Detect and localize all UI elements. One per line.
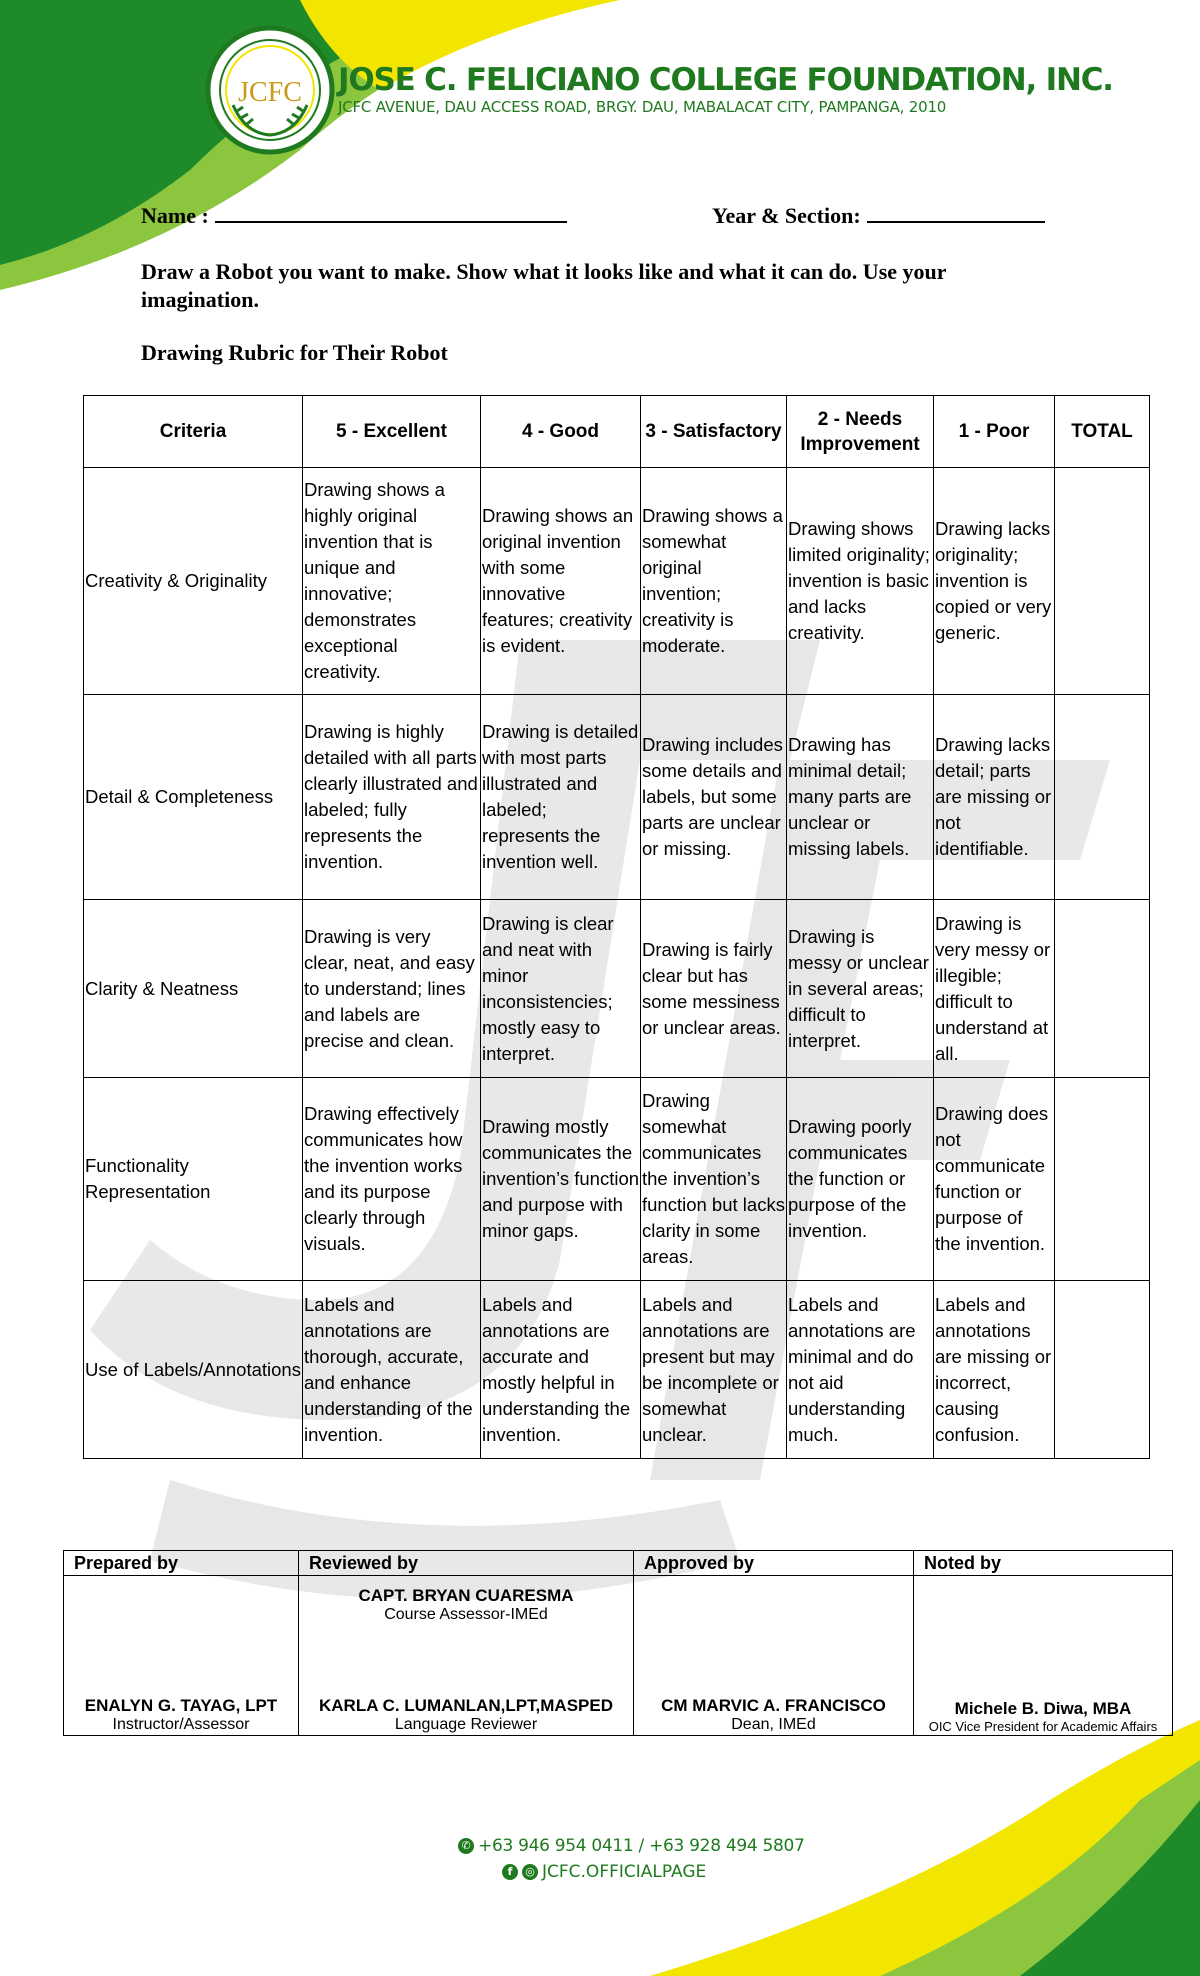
total-cell[interactable] [1055, 1078, 1150, 1281]
noted-by-title: OIC Vice President for Academic Affairs [928, 1719, 1158, 1734]
rubric-row [84, 468, 1150, 695]
good-cell: Drawing is detailed with most parts illustrated and labeled; represents the invention well. [481, 695, 641, 900]
reviewed-by-header: Reviewed by [299, 1551, 634, 1576]
course-assessor-name: CAPT. BRYAN CUARESMA [358, 1586, 574, 1605]
criteria-cell: Creativity & Originality [84, 468, 303, 695]
excellent-cell: Labels and annotations are thorough, accurate, and enhance understanding of the invention. [303, 1281, 481, 1459]
noted-by-header: Noted by [914, 1551, 1173, 1576]
needs-improvement-cell: Drawing poorly communicates the function or purpose of the invention. [787, 1078, 934, 1281]
poor-cell: Drawing is very messy or illegible; difficult to understand at all. [934, 900, 1055, 1078]
reviewed-by-title: Language Reviewer [394, 1716, 538, 1733]
noted-by-cell [914, 1576, 1173, 1736]
excellent-cell: Drawing is very clear, neat, and easy to understand; lines and labels are precise and clean. [303, 900, 481, 1078]
year-section-field[interactable] [712, 203, 1045, 229]
rubric-table [83, 395, 1150, 1459]
excellent-cell: Drawing shows a highly original invention that is unique and innovative; demonstrates exceptional creativity. [303, 468, 481, 695]
year-section-label: Year & Section: [712, 203, 861, 228]
satisfactory-cell: Drawing includes some details and labels, but some parts are unclear or missing. [641, 695, 787, 900]
excellent-cell: Drawing effectively communicates how the invention works and its purpose clearly through visuals. [303, 1078, 481, 1281]
satisfactory-cell: Drawing shows a somewhat original invention; creativity is moderate. [641, 468, 787, 695]
approved-by-name: CM MARVIC A. FRANCISCO [661, 1696, 886, 1715]
good-cell: Drawing shows an original invention with some innovative features; creativity is evident. [481, 468, 641, 695]
prepared-by-cell [64, 1576, 299, 1736]
header-needs-improvement: 2 - Needs Improvement [787, 396, 934, 468]
approved-by-cell [634, 1576, 914, 1736]
criteria-cell: Use of Labels/Annotations [84, 1281, 303, 1459]
header-excellent: 5 - Excellent [303, 396, 481, 468]
phone-icon: ✆ [458, 1838, 474, 1854]
name-blank-line[interactable] [215, 203, 567, 223]
needs-improvement-cell: Labels and annotations are minimal and do not aid understanding much. [787, 1281, 934, 1459]
rubric-row [84, 1078, 1150, 1281]
rubric-header-row [84, 396, 1150, 468]
prepared-by-title: Instructor/Assessor [112, 1716, 250, 1733]
satisfactory-cell: Labels and annotations are present but may be incomplete or somewhat unclear. [641, 1281, 787, 1459]
footer-social [502, 1862, 706, 1882]
poor-cell: Drawing does not communicate function or purpose of the invention. [934, 1078, 1055, 1281]
instructions: Draw a Robot you want to make. Show what it looks like and what it can do. Use your imagination. [141, 259, 947, 312]
footer-phones [458, 1836, 805, 1856]
name-field[interactable] [141, 203, 567, 229]
prepared-by-header: Prepared by [64, 1551, 299, 1576]
college-name: JOSE C. FELICIANO COLLEGE FOUNDATION, INC. [338, 62, 1113, 98]
rubric-row [84, 695, 1150, 900]
year-section-blank-line[interactable] [867, 203, 1045, 223]
course-assessor-title: Course Assessor-IMEd [384, 1606, 548, 1623]
logo-initials: JCFC [238, 77, 302, 108]
criteria-cell: Functionality Representation [84, 1078, 303, 1281]
satisfactory-cell: Drawing is fairly clear but has some messiness or unclear areas. [641, 900, 787, 1078]
signatories-row [64, 1576, 1173, 1736]
official-page: JCFC.OFFICIALPAGE [542, 1862, 707, 1882]
criteria-cell: Detail & Completeness [84, 695, 303, 900]
total-cell[interactable] [1055, 1281, 1150, 1459]
noted-by-name: Michele B. Diwa, MBA [954, 1699, 1132, 1718]
signatories-header-row [64, 1551, 1173, 1576]
criteria-cell: Clarity & Neatness [84, 900, 303, 1078]
needs-improvement-cell: Drawing has minimal detail; many parts are unclear or missing labels. [787, 695, 934, 900]
reviewed-by-cell [299, 1576, 634, 1736]
instagram-icon: ◎ [522, 1864, 538, 1880]
total-cell[interactable] [1055, 900, 1150, 1078]
total-cell[interactable] [1055, 695, 1150, 900]
header-total: TOTAL [1055, 396, 1150, 468]
college-logo [205, 25, 335, 155]
college-address: JCFC AVENUE, DAU ACCESS ROAD, BRGY. DAU, MABALACAT CITY, PAMPANGA, 2010 [338, 98, 947, 116]
poor-cell: Drawing lacks originality; invention is copied or very generic. [934, 468, 1055, 695]
good-cell: Labels and annotations are accurate and mostly helpful in understanding the invention. [481, 1281, 641, 1459]
name-label: Name : [141, 203, 209, 228]
good-cell: Drawing is clear and neat with minor inconsistencies; mostly easy to interpret. [481, 900, 641, 1078]
satisfactory-cell: Drawing somewhat communicates the invention’s function but lacks clarity in some areas. [641, 1078, 787, 1281]
header-satisfactory: 3 - Satisfactory [641, 396, 787, 468]
prepared-by-name: ENALYN G. TAYAG, LPT [84, 1696, 278, 1715]
approved-by-title: Dean, IMEd [731, 1716, 816, 1733]
header-good: 4 - Good [481, 396, 641, 468]
approved-by-header: Approved by [634, 1551, 914, 1576]
needs-improvement-cell: Drawing shows limited originality; invention is basic and lacks creativity. [787, 468, 934, 695]
phone-numbers: +63 946 954 0411 / +63 928 494 5807 [478, 1836, 805, 1856]
signatories-table [63, 1550, 1173, 1736]
header-poor: 1 - Poor [934, 396, 1055, 468]
poor-cell: Drawing lacks detail; parts are missing or not identifiable. [934, 695, 1055, 900]
facebook-icon: f [502, 1864, 518, 1880]
total-cell[interactable] [1055, 468, 1150, 695]
course-assessor-block [299, 1586, 633, 1624]
excellent-cell: Drawing is highly detailed with all parts clearly illustrated and labeled; fully represents the invention. [303, 695, 481, 900]
rubric-title: Drawing Rubric for Their Robot [141, 340, 448, 365]
reviewed-by-name: KARLA C. LUMANLAN,LPT,MASPED [318, 1696, 614, 1715]
good-cell: Drawing mostly communicates the invention’s function and purpose with minor gaps. [481, 1078, 641, 1281]
rubric-row [84, 1281, 1150, 1459]
header-criteria: Criteria [84, 396, 303, 468]
rubric-row [84, 900, 1150, 1078]
poor-cell: Labels and annotations are missing or incorrect, causing confusion. [934, 1281, 1055, 1459]
needs-improvement-cell: Drawing is messy or unclear in several areas; difficult to interpret. [787, 900, 934, 1078]
